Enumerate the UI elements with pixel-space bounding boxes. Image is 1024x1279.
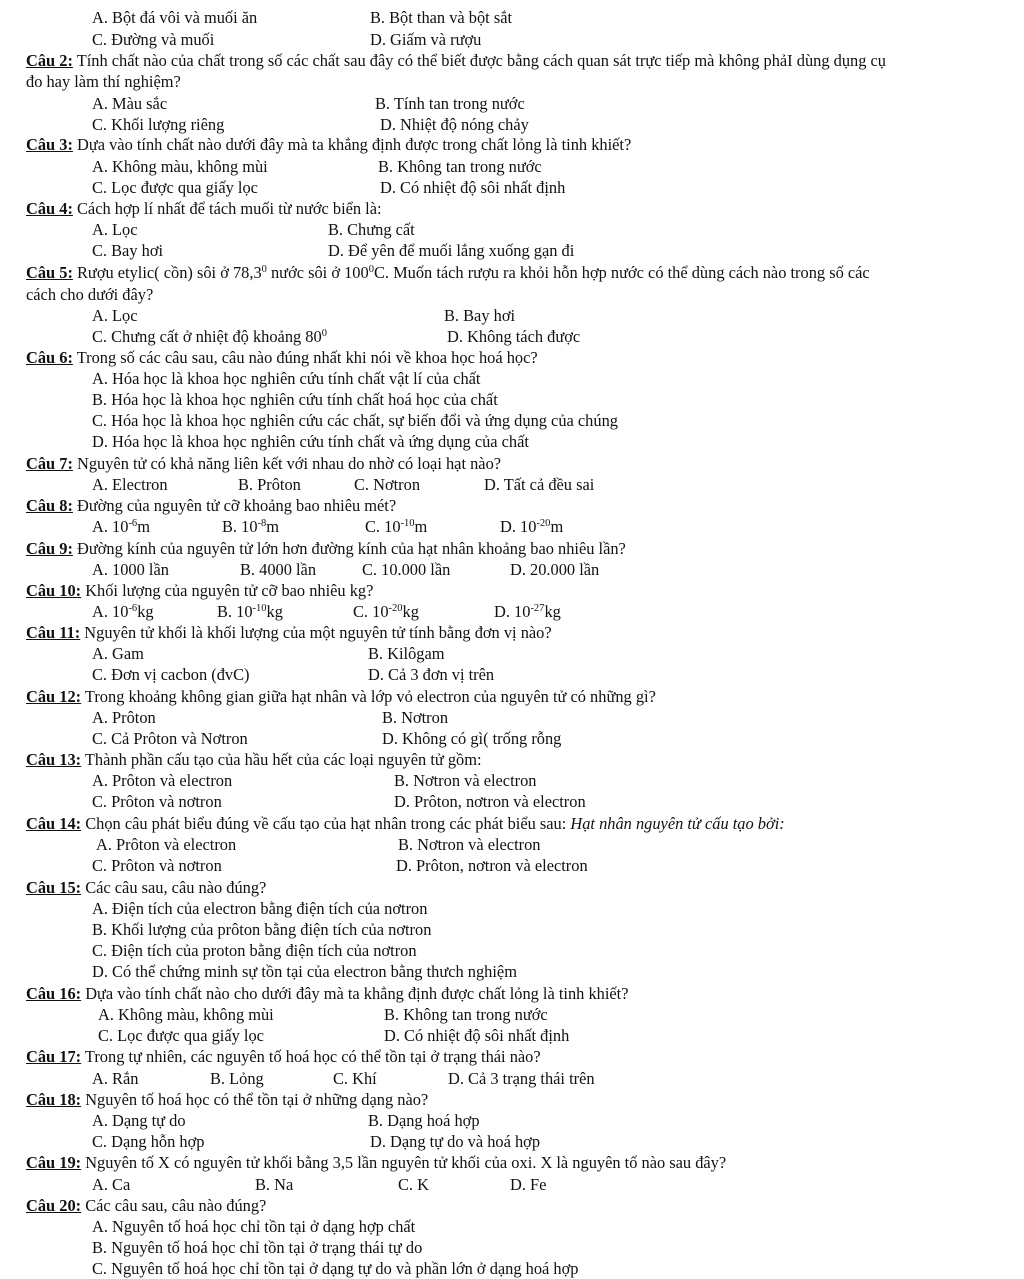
q10-option-d-exp: -27 — [530, 603, 545, 614]
q10-option-d-unit: kg — [544, 602, 561, 621]
q14-option-b: B. Nơtron và electron — [398, 835, 541, 854]
q19-text-line — [26, 1152, 726, 1173]
q12-option-d: D. Không có gì( trống rỗng — [382, 729, 562, 748]
q8-option-c-base: C. 10 — [365, 517, 401, 536]
q18-label: Câu 18: — [26, 1090, 82, 1109]
q17-option-b: B. Lỏng — [210, 1069, 264, 1088]
q7-option-a: A. Electron — [92, 475, 168, 494]
q8-option-b-base: B. 10 — [222, 517, 258, 536]
q12-option-b: B. Nơtron — [382, 708, 449, 727]
q6-option-d: D. Hóa học là khoa học nghiên cứu tính chất và ứng dụng của chất — [92, 432, 529, 451]
q18-option-d: D. Dạng tự do và hoá hợp — [370, 1132, 541, 1151]
q6-option-b: B. Hóa học là khoa học nghiên cứu tính chất hoá học của chất — [92, 390, 498, 409]
q14-option-a: A. Prôton và electron — [96, 835, 237, 854]
q5-text-a: Rượu etylic( cồn) sôi ở 78,3 — [72, 263, 262, 282]
q8-option-b-exp: -8 — [257, 518, 267, 529]
q9-option-d: D. 20.000 lần — [510, 560, 600, 579]
q4-text: Cách hợp lí nhất để tách muối từ nước biển là: — [72, 199, 382, 218]
q5-option-c-text: C. Chưng cất ở nhiệt độ khoảng 80 — [92, 327, 322, 346]
q9-option-b: B. 4000 lần — [240, 560, 317, 579]
q20-option-b: B. Nguyên tố hoá học chỉ tồn tại ở trạng thái tự do — [92, 1238, 423, 1257]
q20-option-a: A. Nguyên tố hoá học chỉ tồn tại ở dạng hợp chất — [92, 1217, 416, 1236]
q14-label: Câu 14: — [26, 814, 82, 833]
q13-option-b: B. Nơtron và electron — [394, 771, 537, 790]
q12-option-c: C. Cả Prôton và Nơtron — [92, 729, 248, 748]
q13-option-a: A. Prôton và electron — [92, 771, 233, 790]
q2-text-line2: đo hay làm thí nghiệm? — [26, 72, 181, 91]
q6-option-a: A. Hóa học là khoa học nghiên cứu tính chất vật lí của chất — [92, 369, 481, 388]
q20-text: Các câu sau, câu nào đúng? — [81, 1196, 267, 1215]
q18-option-a: A. Dạng tự do — [92, 1111, 186, 1130]
q3-option-b: B. Không tan trong nước — [378, 157, 542, 176]
q15-label: Câu 15: — [26, 878, 82, 897]
q5-option-d: D. Không tách được — [447, 327, 581, 346]
q20-label: Câu 20: — [26, 1196, 82, 1215]
q1-option-b: B. Bột than và bột sắt — [370, 8, 513, 27]
q8-option-c — [365, 516, 427, 537]
q16-option-c: C. Lọc được qua giấy lọc — [98, 1026, 264, 1045]
q10-option-b — [217, 601, 283, 622]
q3-option-d: D. Có nhiệt độ sôi nhất định — [380, 178, 566, 197]
q19-option-c: C. K — [398, 1175, 429, 1194]
q2-text-line1 — [26, 50, 886, 71]
q6-text: Trong số các câu sau, câu nào đúng nhất khi nói về khoa học hoá học? — [72, 348, 538, 367]
q17-text-line — [26, 1046, 541, 1067]
q4-label: Câu 4: — [26, 199, 73, 218]
q9-label: Câu 9: — [26, 539, 73, 558]
q10-option-a-base: A. 10 — [92, 602, 129, 621]
q11-text-line — [26, 622, 552, 643]
q20-text-line — [26, 1195, 266, 1216]
q14-option-d: D. Prôton, nơtron và electron — [396, 856, 588, 875]
q5-label: Câu 5: — [26, 263, 73, 282]
q1-option-c: C. Đường và muối — [92, 30, 215, 49]
q18-option-b: B. Dạng hoá hợp — [368, 1111, 480, 1130]
q15-option-a: A. Điện tích của electron bằng điện tích của nơtron — [92, 899, 428, 918]
q10-option-c — [353, 601, 419, 622]
q9-option-c: C. 10.000 lần — [362, 560, 451, 579]
q10-text: Khối lượng của nguyên tử cỡ bao nhiêu kg? — [81, 581, 374, 600]
q2-option-c: C. Khối lượng riêng — [92, 115, 225, 134]
q5-text-line2: cách cho dưới đây? — [26, 285, 154, 304]
q3-option-a: A. Không màu, không mùi — [92, 157, 268, 176]
q11-option-d: D. Cả 3 đơn vị trên — [368, 665, 495, 684]
q8-text: Đường của nguyên tử cỡ khoảng bao nhiêu mét? — [72, 496, 397, 515]
q3-text-line — [26, 134, 631, 155]
q10-option-b-base: B. 10 — [217, 602, 253, 621]
q10-label: Câu 10: — [26, 581, 82, 600]
q10-option-c-base: C. 10 — [353, 602, 389, 621]
q13-label: Câu 13: — [26, 750, 82, 769]
q8-option-d — [500, 516, 563, 537]
q1-option-a: A. Bột đá vôi và muối ăn — [92, 8, 258, 27]
q5-option-a: A. Lọc — [92, 306, 138, 325]
q16-text-line — [26, 983, 629, 1004]
q9-text-line — [26, 538, 626, 559]
q2-text: Tính chất nào của chất trong số các chất sau đây có thể biết được bằng cách quan sát trực tiếp mà không phảI dùng dụng cụ — [72, 51, 886, 70]
q14-option-c: C. Prôton và nơtron — [92, 856, 222, 875]
q13-text: Thành phần cấu tạo của hầu hết của các loại nguyên tử gồm: — [81, 750, 482, 769]
q4-option-a: A. Lọc — [92, 220, 138, 239]
q2-label: Câu 2: — [26, 51, 73, 70]
q8-option-a-unit: m — [137, 517, 150, 536]
q8-option-c-exp: -10 — [400, 518, 415, 529]
q15-text: Các câu sau, câu nào đúng? — [81, 878, 267, 897]
q13-text-line — [26, 749, 482, 770]
q3-label: Câu 3: — [26, 135, 73, 154]
q6-text-line — [26, 347, 538, 368]
q15-option-b: B. Khối lượng của prôton bằng điện tích của nơtron — [92, 920, 432, 939]
q8-label: Câu 8: — [26, 496, 73, 515]
q12-label: Câu 12: — [26, 687, 82, 706]
q2-option-a: A. Màu sắc — [92, 94, 168, 113]
q17-option-d: D. Cả 3 trạng thái trên — [448, 1069, 595, 1088]
q19-text: Nguyên tố X có nguyên tử khối bằng 3,5 lần nguyên tử khối của oxi. X là nguyên tố nào sau đây? — [81, 1153, 727, 1172]
q8-option-a — [92, 516, 150, 537]
q7-text-line — [26, 453, 501, 474]
q14-text: Chọn câu phát biểu đúng về cấu tạo của hạt nhân trong các phát biểu sau: — [81, 814, 571, 833]
q6-option-c: C. Hóa học là khoa học nghiên cứu các chất, sự biến đổi và ứng dụng của chúng — [92, 411, 618, 430]
q19-option-b: B. Na — [255, 1175, 294, 1194]
q12-text: Trong khoảng không gian giữa hạt nhân và lớp vỏ electron của nguyên tử có những gì? — [81, 687, 656, 706]
q7-option-c: C. Nơtron — [354, 475, 421, 494]
q13-option-c: C. Prôton và nơtron — [92, 792, 222, 811]
q10-option-d-base: D. 10 — [494, 602, 531, 621]
q11-text: Nguyên tử khối là khối lượng của một nguyên tử tính bằng đơn vị nào? — [80, 623, 552, 642]
q7-label: Câu 7: — [26, 454, 73, 473]
q18-option-c: C. Dạng hỗn hợp — [92, 1132, 205, 1151]
q8-option-b — [222, 516, 279, 537]
q14-text-line — [26, 813, 785, 834]
q10-option-d — [494, 601, 561, 622]
q16-option-d: D. Có nhiệt độ sôi nhất định — [384, 1026, 570, 1045]
q2-option-d: D. Nhiệt độ nóng chảy — [380, 115, 529, 134]
q7-text: Nguyên tử có khả năng liên kết với nhau do nhờ có loại hạt nào? — [72, 454, 502, 473]
q10-option-c-exp: -20 — [388, 603, 403, 614]
q18-text: Nguyên tố hoá học có thể tồn tại ở những dạng nào? — [81, 1090, 429, 1109]
q8-option-c-unit: m — [414, 517, 428, 536]
q19-option-d: D. Fe — [510, 1175, 547, 1194]
q10-option-a — [92, 601, 154, 622]
q18-text-line — [26, 1089, 428, 1110]
q4-option-c: C. Bay hơi — [92, 241, 164, 260]
q5-degree-sup-1: 0 — [261, 264, 267, 275]
q16-text: Dựa vào tính chất nào cho dưới đây mà ta khẳng định được chất lỏng là tinh khiết? — [81, 984, 629, 1003]
q7-option-d: D. Tất cả đều sai — [484, 475, 595, 494]
q20-option-c: C. Nguyên tố hoá học chỉ tồn tại ở dạng tự do và phần lớn ở dạng hoá hợp — [92, 1259, 579, 1278]
q17-label: Câu 17: — [26, 1047, 82, 1066]
q14-text-italic: Hạt nhân nguyên tử cấu tạo bởi: — [570, 814, 785, 833]
q10-option-a-unit: kg — [137, 602, 154, 621]
q9-option-a: A. 1000 lần — [92, 560, 169, 579]
q8-option-a-exp: -6 — [128, 518, 138, 529]
q3-option-c: C. Lọc được qua giấy lọc — [92, 178, 258, 197]
q1-option-d: D. Giấm và rượu — [370, 30, 482, 49]
q4-option-b: B. Chưng cất — [328, 220, 415, 239]
q8-text-line — [26, 495, 396, 516]
q5-text-line1 — [26, 262, 870, 283]
q15-option-c: C. Điện tích của proton bằng điện tích của nơtron — [92, 941, 417, 960]
q5-option-c-sup: 0 — [321, 328, 327, 339]
q9-text: Đường kính của nguyên tử lớn hơn đường kính của hạt nhân khoảng bao nhiêu lần? — [72, 539, 626, 558]
q10-option-b-exp: -10 — [252, 603, 267, 614]
q8-option-d-base: D. 10 — [500, 517, 537, 536]
q11-option-c: C. Đơn vị cacbon (đvC) — [92, 665, 250, 684]
q10-text-line — [26, 580, 373, 601]
q11-label: Câu 11: — [26, 623, 81, 642]
q17-option-a: A. Rắn — [92, 1069, 139, 1088]
q10-option-a-exp: -6 — [128, 603, 138, 614]
q8-option-a-base: A. 10 — [92, 517, 129, 536]
q5-degree-sup-2: 0 — [368, 264, 374, 275]
q5-option-c — [92, 326, 327, 347]
q3-text: Dựa vào tính chất nào dưới đây mà ta khẳng định được trong chất lỏng là tinh khiết? — [72, 135, 632, 154]
q6-label: Câu 6: — [26, 348, 73, 367]
q16-option-b: B. Không tan trong nước — [384, 1005, 548, 1024]
q15-text-line — [26, 877, 266, 898]
q5-text-b: nước sôi ở 100 — [266, 263, 369, 282]
q11-option-b: B. Kilôgam — [368, 644, 445, 663]
q15-option-d: D. Có thể chứng minh sự tồn tại của electron bằng thưch nghiệm — [92, 962, 517, 981]
q4-option-d: D. Để yên để muối lắng xuống gạn đi — [328, 241, 575, 260]
q19-option-a: A. Ca — [92, 1175, 131, 1194]
q7-option-b: B. Prôton — [238, 475, 301, 494]
q16-label: Câu 16: — [26, 984, 82, 1003]
q8-option-d-exp: -20 — [536, 518, 551, 529]
q12-option-a: A. Prôton — [92, 708, 156, 727]
q5-text-c: C. Muốn tách rượu ra khỏi hỗn hợp nước có thể dùng cách nào trong số các — [373, 263, 870, 282]
q13-option-d: D. Prôton, nơtron và electron — [394, 792, 586, 811]
q10-option-c-unit: kg — [402, 602, 419, 621]
q10-option-b-unit: kg — [266, 602, 283, 621]
q8-option-b-unit: m — [266, 517, 280, 536]
q12-text-line — [26, 686, 656, 707]
q17-option-c: C. Khí — [333, 1069, 377, 1088]
q2-option-b: B. Tính tan trong nước — [375, 94, 525, 113]
q8-option-d-unit: m — [550, 517, 564, 536]
q17-text: Trong tự nhiên, các nguyên tố hoá học có thể tồn tại ở trạng thái nào? — [81, 1047, 541, 1066]
q16-option-a: A. Không màu, không mùi — [98, 1005, 274, 1024]
q4-text-line — [26, 198, 382, 219]
q19-label: Câu 19: — [26, 1153, 82, 1172]
q5-option-b: B. Bay hơi — [444, 306, 516, 325]
q11-option-a: A. Gam — [92, 644, 144, 663]
